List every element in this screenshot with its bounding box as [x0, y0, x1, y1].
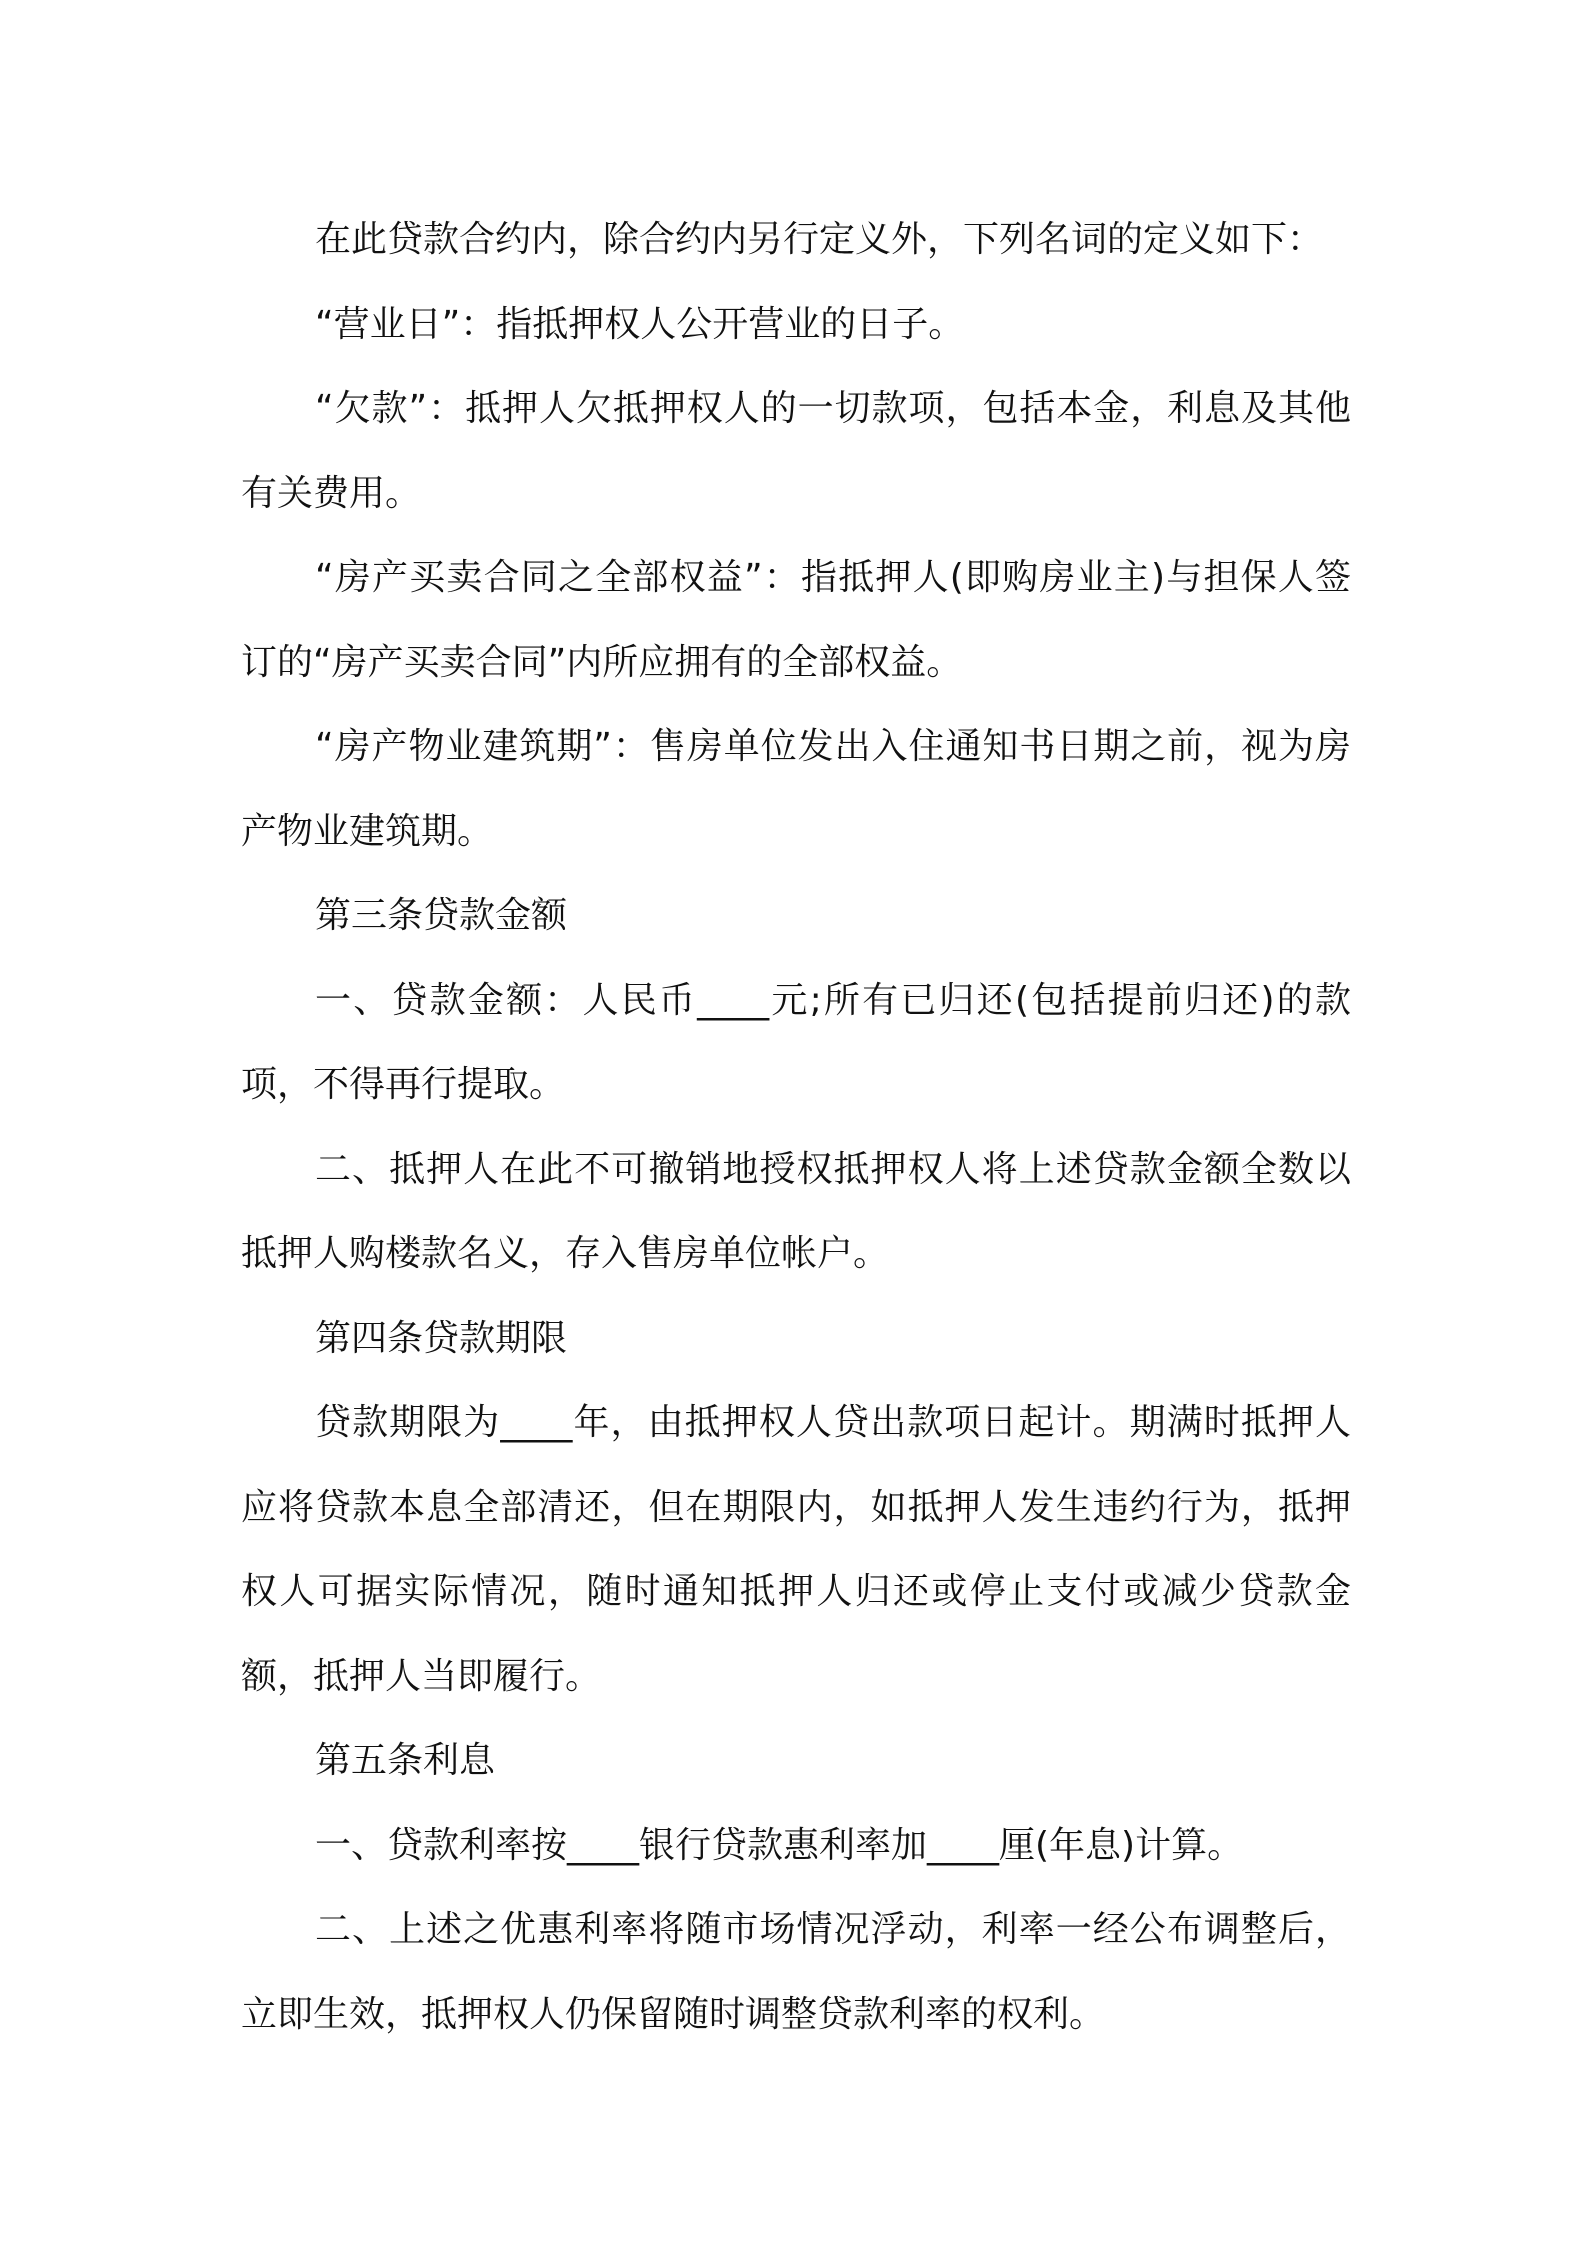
article-3-clause-2: 二、抵押人在此不可撤销地授权抵押权人将上述贷款金额全数以抵押人购楼款名义，存入售房单位帐户。 — [241, 1148, 1351, 1274]
article-3-heading: 第三条贷款金额 — [315, 895, 568, 936]
article-5-clause-1: 一、贷款利率按____银行贷款惠利率加____厘(年息)计算。 — [315, 1824, 1244, 1866]
paragraph-definition-construction-period: “房产物业建筑期”：售房单位发出入住通知书日期之前，视为房产物业建筑期。 — [241, 726, 1351, 852]
article-5-heading: 第五条利息 — [315, 1740, 496, 1781]
paragraph-definitions-intro: 在此贷款合约内，除合约内另行定义外，下列名词的定义如下： — [315, 219, 1324, 260]
paragraph-definition-business-day: “营业日”：指抵押权人公开营业的日子。 — [315, 303, 965, 345]
document-body — [241, 198, 1351, 2057]
paragraph-definition-debt: “欠款”：抵押人欠抵押权人的一切款项，包括本金，利息及其他有关费用。 — [241, 388, 1351, 514]
article-4-clause: 贷款期限为____年，由抵押权人贷出款项日起计。期满时抵押人应将贷款本息全部清还，但在期限内，如抵押人发生违约行为，抵押权人可据实际情况，随时通知抵押人归还或停止支付或减少贷款金额，抵押人当即履行。 — [241, 1402, 1351, 1697]
article-5-clause-2: 二、上述之优惠利率将随市场情况浮动，利率一经公布调整后，立即生效，抵押权人仍保留随时调整贷款利率的权利。 — [241, 1909, 1351, 2035]
paragraph-definition-property-rights: “房产买卖合同之全部权益”：指抵押人(即购房业主)与担保人签订的“房产买卖合同”内所应拥有的全部权益。 — [241, 557, 1351, 683]
article-3-clause-1: 一、贷款金额：人民币____元;所有已归还(包括提前归还)的款项，不得再行提取。 — [241, 979, 1351, 1105]
article-4-heading: 第四条贷款期限 — [315, 1317, 568, 1359]
